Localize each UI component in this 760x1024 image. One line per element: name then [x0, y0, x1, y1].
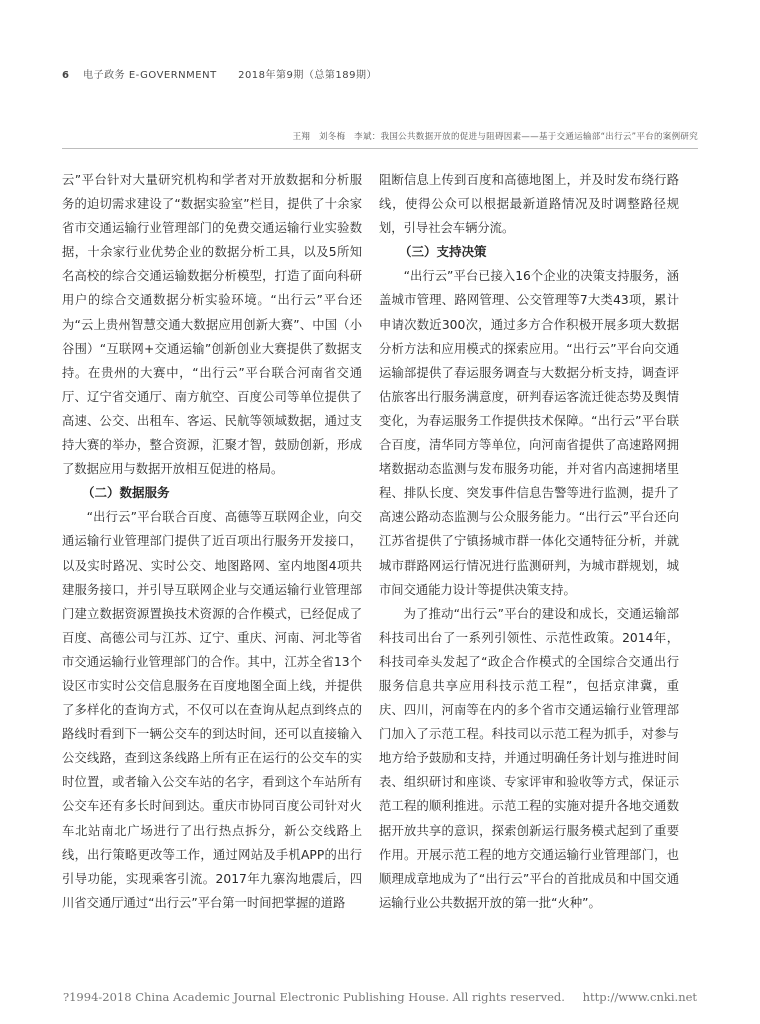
copyright-notice: ?1994-2018 China Academic Journal Electronic Publishing House. All rights reserved. — [62, 990, 565, 1004]
body-paragraph: 云”平台针对大量研究机构和学者对开放数据和分析服务的迫切需求建设了“数据实验室”栏目，提供了十余家省市交通运输行业管理部门的免费交通运输行业实验数据，十余家行业优势企业的数据分析工具，以及5所知名高校的综合交通运输数据分析模型，打造了面向科研用户的综合交通数据分析实验环境。“出行云”平台还为“云上贵州智慧交通大数据应用创新大赛”、中国（小谷围）“互联网+交通运输”创新创业大赛提供了数据支持。在贵州的大赛中，“出行云”平台联合河南省交通厅、辽宁省交通厅、南方航空、百度公司等单位提供了高速、公交、出租车、客运、民航等领域数据，通过支持大赛的举办，整合资源，汇聚才智，鼓励创新，形成了数据应用与数据开放相互促进的格局。 — [62, 173, 362, 477]
body-paragraph: 阻断信息上传到百度和高德地图上，并及时发布绕行路线，使得公众可以根据最新道路情况及时调整路径规划，引导社会车辆分流。 — [379, 173, 679, 236]
body-paragraph: 为了推动“出行云”平台的建设和成长，交通运输部科技司出台了一系列引领性、示范性政策。2014年，科技司牵头发起了“政企合作模式的全国综合交通出行服务信息共享应用科技示范工程”，包括京津冀，重庆、四川，河南等在内的多个省市交通运输行业管理部门加入了示范工程。科技司以示范工程为抓手，对参与地方给予鼓励和支持，并通过明确任务计划与推进时间表、组织研讨和座谈、专家评审和验收等方式，保证示范工程的顺利推进。示范工程的实施对提升各地交通数据开放共享的意识，探索创新运行服务模式起到了重要作用。开展示范工程的地方交通运输行业管理部门，也顺理成章地成为了“出行云”平台的首批成员和中国交通运输行业公共数据开放的第一批“火种”。 — [379, 606, 679, 910]
section-heading: （三）支持决策 — [399, 244, 487, 260]
page-number: 6 — [62, 70, 70, 81]
body-paragraph: “出行云”平台联合百度、高德等互联网企业，向交通运输行业管理部门提供了近百项出行服务开发接口，以及实时路况、实时公交、地图路网、室内地图4项共建服务接口，并引导互联网企业与交通运输行业管理部门建立数据资源置换技术资源的合作模式，已经促成了百度、高德公司与江苏、辽宁、重庆、河南、河北等省市交通运输行业管理部门的合作。其中，江苏全省13个设区市实时公交信息服务在百度地图全面上线，并提供了多样化的查询方式，不仅可以在查询从起点到终点的路线时看到下一辆公交车的到达时间，还可以直接输入公交线路，查到这条线路上所有正在运行的公交车的实时位置，或者输入公交车站的名字，看到这个车站所有公交车还有多长时间到达。重庆市协同百度公司针对火车北站南北广场进行了出行热点拆分，新公交线路上线，出行策略更改等工作，通过网站及手机APP的出行引导功能，实现乘客引流。2017年九寨沟地震后，四川省交通厅通过“出行云”平台第一时间把掌握的道路 — [62, 510, 362, 910]
left-column — [62, 168, 362, 915]
footer-url: http://www.cnki.net — [582, 990, 698, 1004]
body-paragraph: “出行云”平台已接入16个企业的决策支持服务，涵盖城市管理、路网管理、公交管理等7大类43项，累计申请次数近300次，通过多方合作积极开展多项大数据分析方法和应用模式的探索应用。“出行云”平台向交通运输部提供了春运服务调查与大数据分析支持，调查评估旅客出行服务满意度，研判春运客流迁徙态势及舆情变化，为春运服务工作提供技术保障。“出行云”平台联合百度，清华同方等单位，向河南省提供了高速路网拥堵数据动态监测与发布服务功能，并对省内高速拥堵里程、排队长度、突发事件信息告警等进行监测，提升了高速公路动态监测与公众服务能力。“出行云”平台还向江苏省提供了宁镇扬城市群一体化交通特征分析，并就城市群路网运行情况进行监测研判，为城市群规划，城市间交通能力设计等提供决策支持。 — [379, 269, 679, 597]
journal-header — [62, 66, 377, 81]
header-divider — [62, 148, 698, 149]
right-column — [379, 168, 679, 915]
section-heading: （二）数据服务 — [82, 485, 170, 501]
footer — [0, 990, 760, 1004]
running-title: 王翔 刘冬梅 李斌：我国公共数据开放的促进与阻碍因素——基于交通运输部“出行云”平台的案例研究 — [292, 132, 698, 142]
journal-name: 电子政务 E-GOVERNMENT — [83, 70, 217, 81]
issue-info: 2018年第9期（总第189期） — [238, 70, 377, 81]
